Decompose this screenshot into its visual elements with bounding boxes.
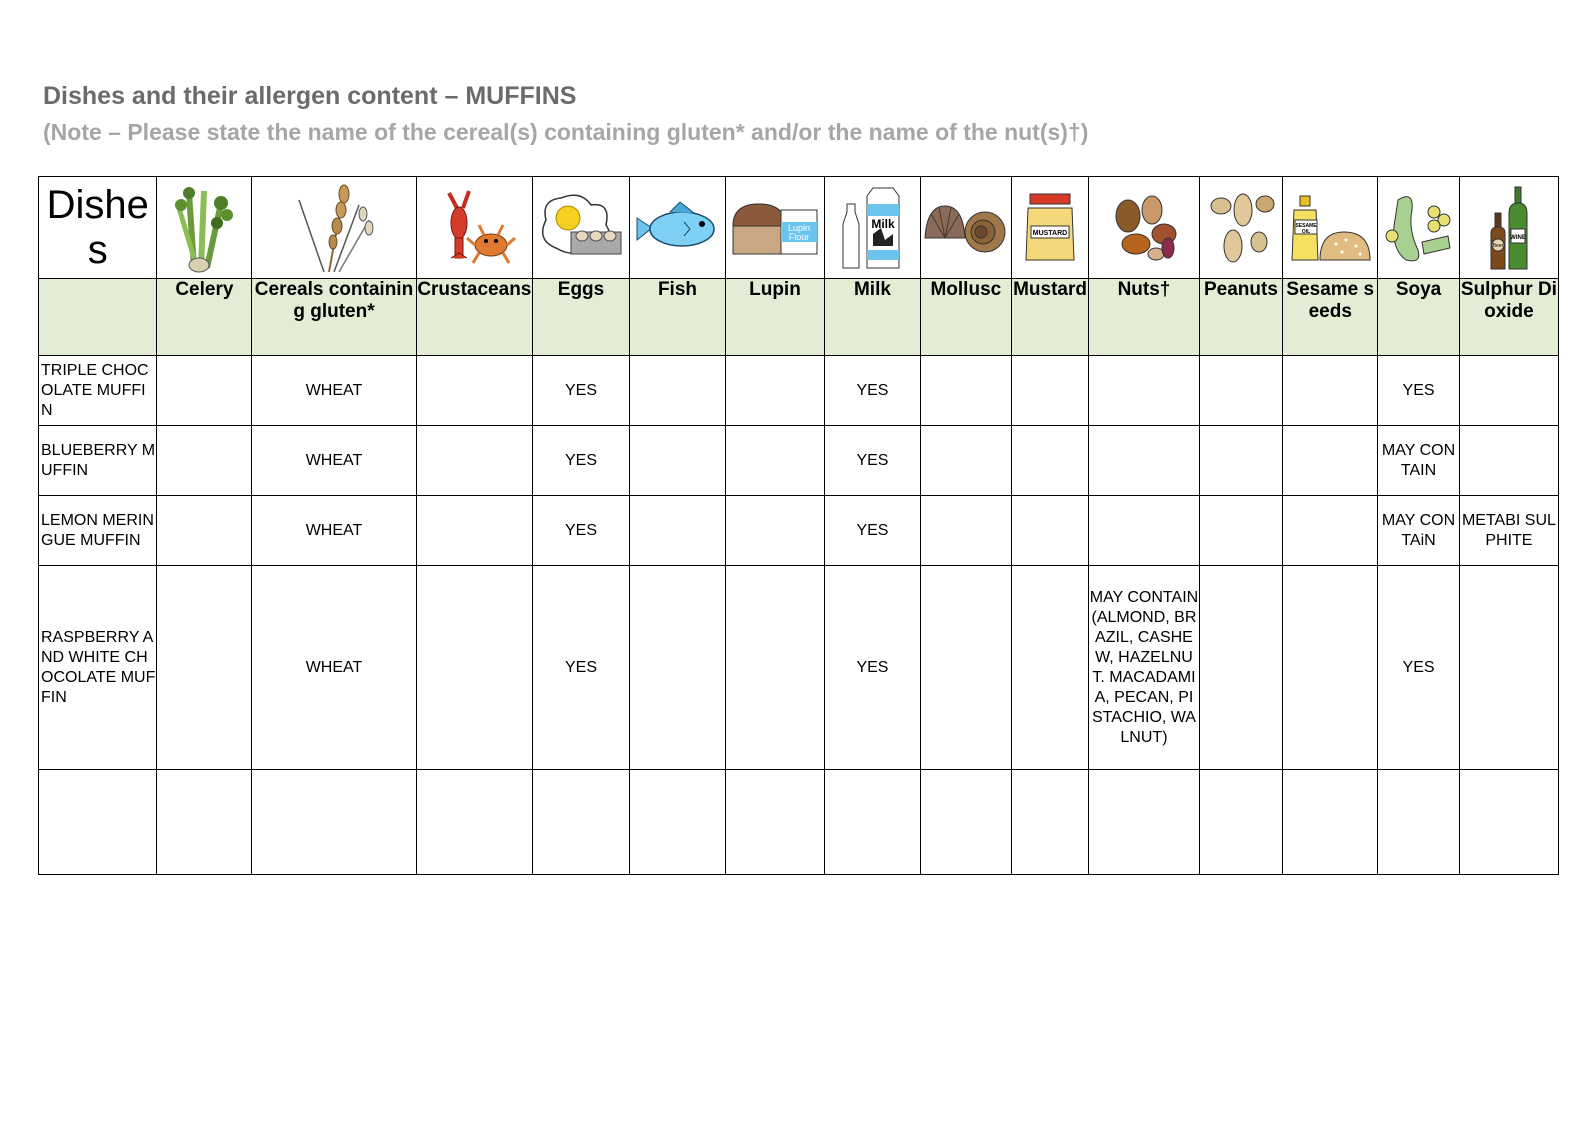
allergen-table: [38, 176, 1559, 875]
table-cell: [1283, 496, 1378, 566]
table-cell: [1283, 426, 1378, 496]
mixed-nuts-icon: [1089, 177, 1199, 279]
table-cell: MAY CONTAIN: [1378, 426, 1460, 496]
table-cell: WHEAT: [252, 566, 416, 770]
table-cell: [252, 770, 416, 875]
table-cell: [725, 496, 824, 566]
table-cell: YES: [1378, 356, 1460, 426]
table-cell: [725, 566, 824, 770]
dish-name: RASPBERRY AND WHITE CHOCOLATE MUFFIN: [39, 566, 157, 770]
table-cell: YES: [824, 356, 920, 426]
table-cell: [1283, 770, 1378, 875]
table-cell: [1378, 770, 1460, 875]
table-cell: [1011, 426, 1089, 496]
dish-name: [39, 770, 157, 875]
table-cell: [1011, 566, 1089, 770]
table-cell: [630, 566, 726, 770]
table-cell: [1011, 770, 1089, 875]
column-header: Lupin: [725, 279, 824, 356]
table-cell: [157, 566, 252, 770]
table-cell: WHEAT: [252, 426, 416, 496]
table-cell: [920, 566, 1011, 770]
table-cell: [1199, 770, 1283, 875]
celery-icon: [157, 177, 252, 279]
lobster-crab-icon: [416, 177, 532, 279]
table-cell: [725, 356, 824, 426]
table-cell: [416, 496, 532, 566]
table-cell: YES: [533, 356, 630, 426]
table-cell: [1089, 496, 1199, 566]
table-row: [39, 566, 1559, 770]
column-header: Milk: [824, 279, 920, 356]
table-cell: [416, 426, 532, 496]
page-subtitle: (Note – Please state the name of the cereal(s) containing gluten* and/or the name of the nut(s)†): [43, 119, 1089, 145]
column-header: Mollusc: [920, 279, 1011, 356]
svg-text:Flour: Flour: [788, 231, 810, 242]
table-cell: [824, 770, 920, 875]
allergen-name-row: [39, 279, 1559, 356]
table-cell: MAY CONTAIN (ALMOND, BRAZIL, CASHEW, HAZELNUT. MACADAMIA, PECAN, PISTACHIO, WALNUT): [1089, 566, 1199, 770]
table-cell: [920, 356, 1011, 426]
table-cell: [920, 496, 1011, 566]
column-header: Soya: [1378, 279, 1460, 356]
column-header: Sesame seeds: [1283, 279, 1378, 356]
table-cell: [1283, 566, 1378, 770]
table-cell: [1199, 426, 1283, 496]
table-cell: [533, 770, 630, 875]
column-header: Celery: [157, 279, 252, 356]
table-cell: [416, 770, 532, 875]
column-header: Cereals containing gluten*: [252, 279, 416, 356]
table-cell: [1283, 356, 1378, 426]
peanuts-icon: [1199, 177, 1283, 279]
svg-text:Beer: Beer: [1492, 242, 1504, 249]
icon-row: [39, 177, 1559, 279]
table-cell: [1199, 496, 1283, 566]
table-cell: YES: [533, 496, 630, 566]
table-cell: [630, 426, 726, 496]
table-cell: [1459, 356, 1558, 426]
table-cell: WHEAT: [252, 496, 416, 566]
table-cell: YES: [824, 566, 920, 770]
sesame-oil-bread-icon: [1283, 177, 1378, 279]
table-cell: [416, 566, 532, 770]
lupin-flour-icon: [725, 177, 824, 279]
table-cell: [630, 356, 726, 426]
blank-header-cell: [39, 279, 157, 356]
table-cell: MAY CONTAiN: [1378, 496, 1460, 566]
page-title: Dishes and their allergen content – MUFFINS: [43, 82, 577, 110]
table-cell: [725, 426, 824, 496]
svg-text:Lupin: Lupin: [787, 222, 810, 233]
table-cell: [1199, 566, 1283, 770]
table-cell: YES: [824, 496, 920, 566]
table-cell: [1011, 496, 1089, 566]
fish-icon: [630, 177, 726, 279]
svg-text:OIL: OIL: [1302, 228, 1311, 235]
column-header: Sulphur Dioxide: [1459, 279, 1558, 356]
table-row: [39, 356, 1559, 426]
wheat-icon: [252, 177, 416, 279]
table-cell: [630, 770, 726, 875]
soya-beans-icon: [1378, 177, 1460, 279]
table-cell: YES: [824, 426, 920, 496]
column-header: Fish: [630, 279, 726, 356]
column-header: Eggs: [533, 279, 630, 356]
table-cell: YES: [533, 566, 630, 770]
table-cell: [157, 426, 252, 496]
table-row: [39, 426, 1559, 496]
column-header: Nuts†: [1089, 279, 1199, 356]
table-cell: [1089, 426, 1199, 496]
table-row: [39, 770, 1559, 875]
dish-name: BLUEBERRY MUFFIN: [39, 426, 157, 496]
mustard-jar-icon: [1011, 177, 1089, 279]
table-cell: [1089, 770, 1199, 875]
column-header: Mustard: [1011, 279, 1089, 356]
table-cell: WHEAT: [252, 356, 416, 426]
svg-text:SESAME: SESAME: [1295, 222, 1317, 229]
table-row: [39, 496, 1559, 566]
table-cell: [1011, 356, 1089, 426]
dishes-header: Dishes: [39, 177, 157, 279]
wine-beer-bottles-icon: [1459, 177, 1558, 279]
table-cell: [416, 356, 532, 426]
table-cell: [1199, 356, 1283, 426]
table-cell: YES: [533, 426, 630, 496]
dish-name: TRIPLE CHOCOLATE MUFFIN: [39, 356, 157, 426]
column-header: Peanuts: [1199, 279, 1283, 356]
table-cell: YES: [1378, 566, 1460, 770]
table-cell: METABI SULPHITE: [1459, 496, 1558, 566]
table-cell: [1089, 356, 1199, 426]
svg-text:WINE: WINE: [1510, 234, 1526, 241]
table-cell: [1459, 566, 1558, 770]
table-cell: [1459, 426, 1558, 496]
milk-icon: [824, 177, 920, 279]
table-cell: [920, 770, 1011, 875]
table-cell: [157, 770, 252, 875]
svg-text:Milk: Milk: [871, 216, 896, 231]
egg-icon: [533, 177, 630, 279]
table-cell: [920, 426, 1011, 496]
mollusc-shells-icon: [920, 177, 1011, 279]
dish-name: LEMON MERINGUE MUFFIN: [39, 496, 157, 566]
table-cell: [725, 770, 824, 875]
svg-text:MUSTARD: MUSTARD: [1032, 230, 1068, 237]
table-cell: [630, 496, 726, 566]
table-cell: [157, 356, 252, 426]
table-cell: [157, 496, 252, 566]
column-header: Crustaceans: [416, 279, 532, 356]
table-cell: [1459, 770, 1558, 875]
